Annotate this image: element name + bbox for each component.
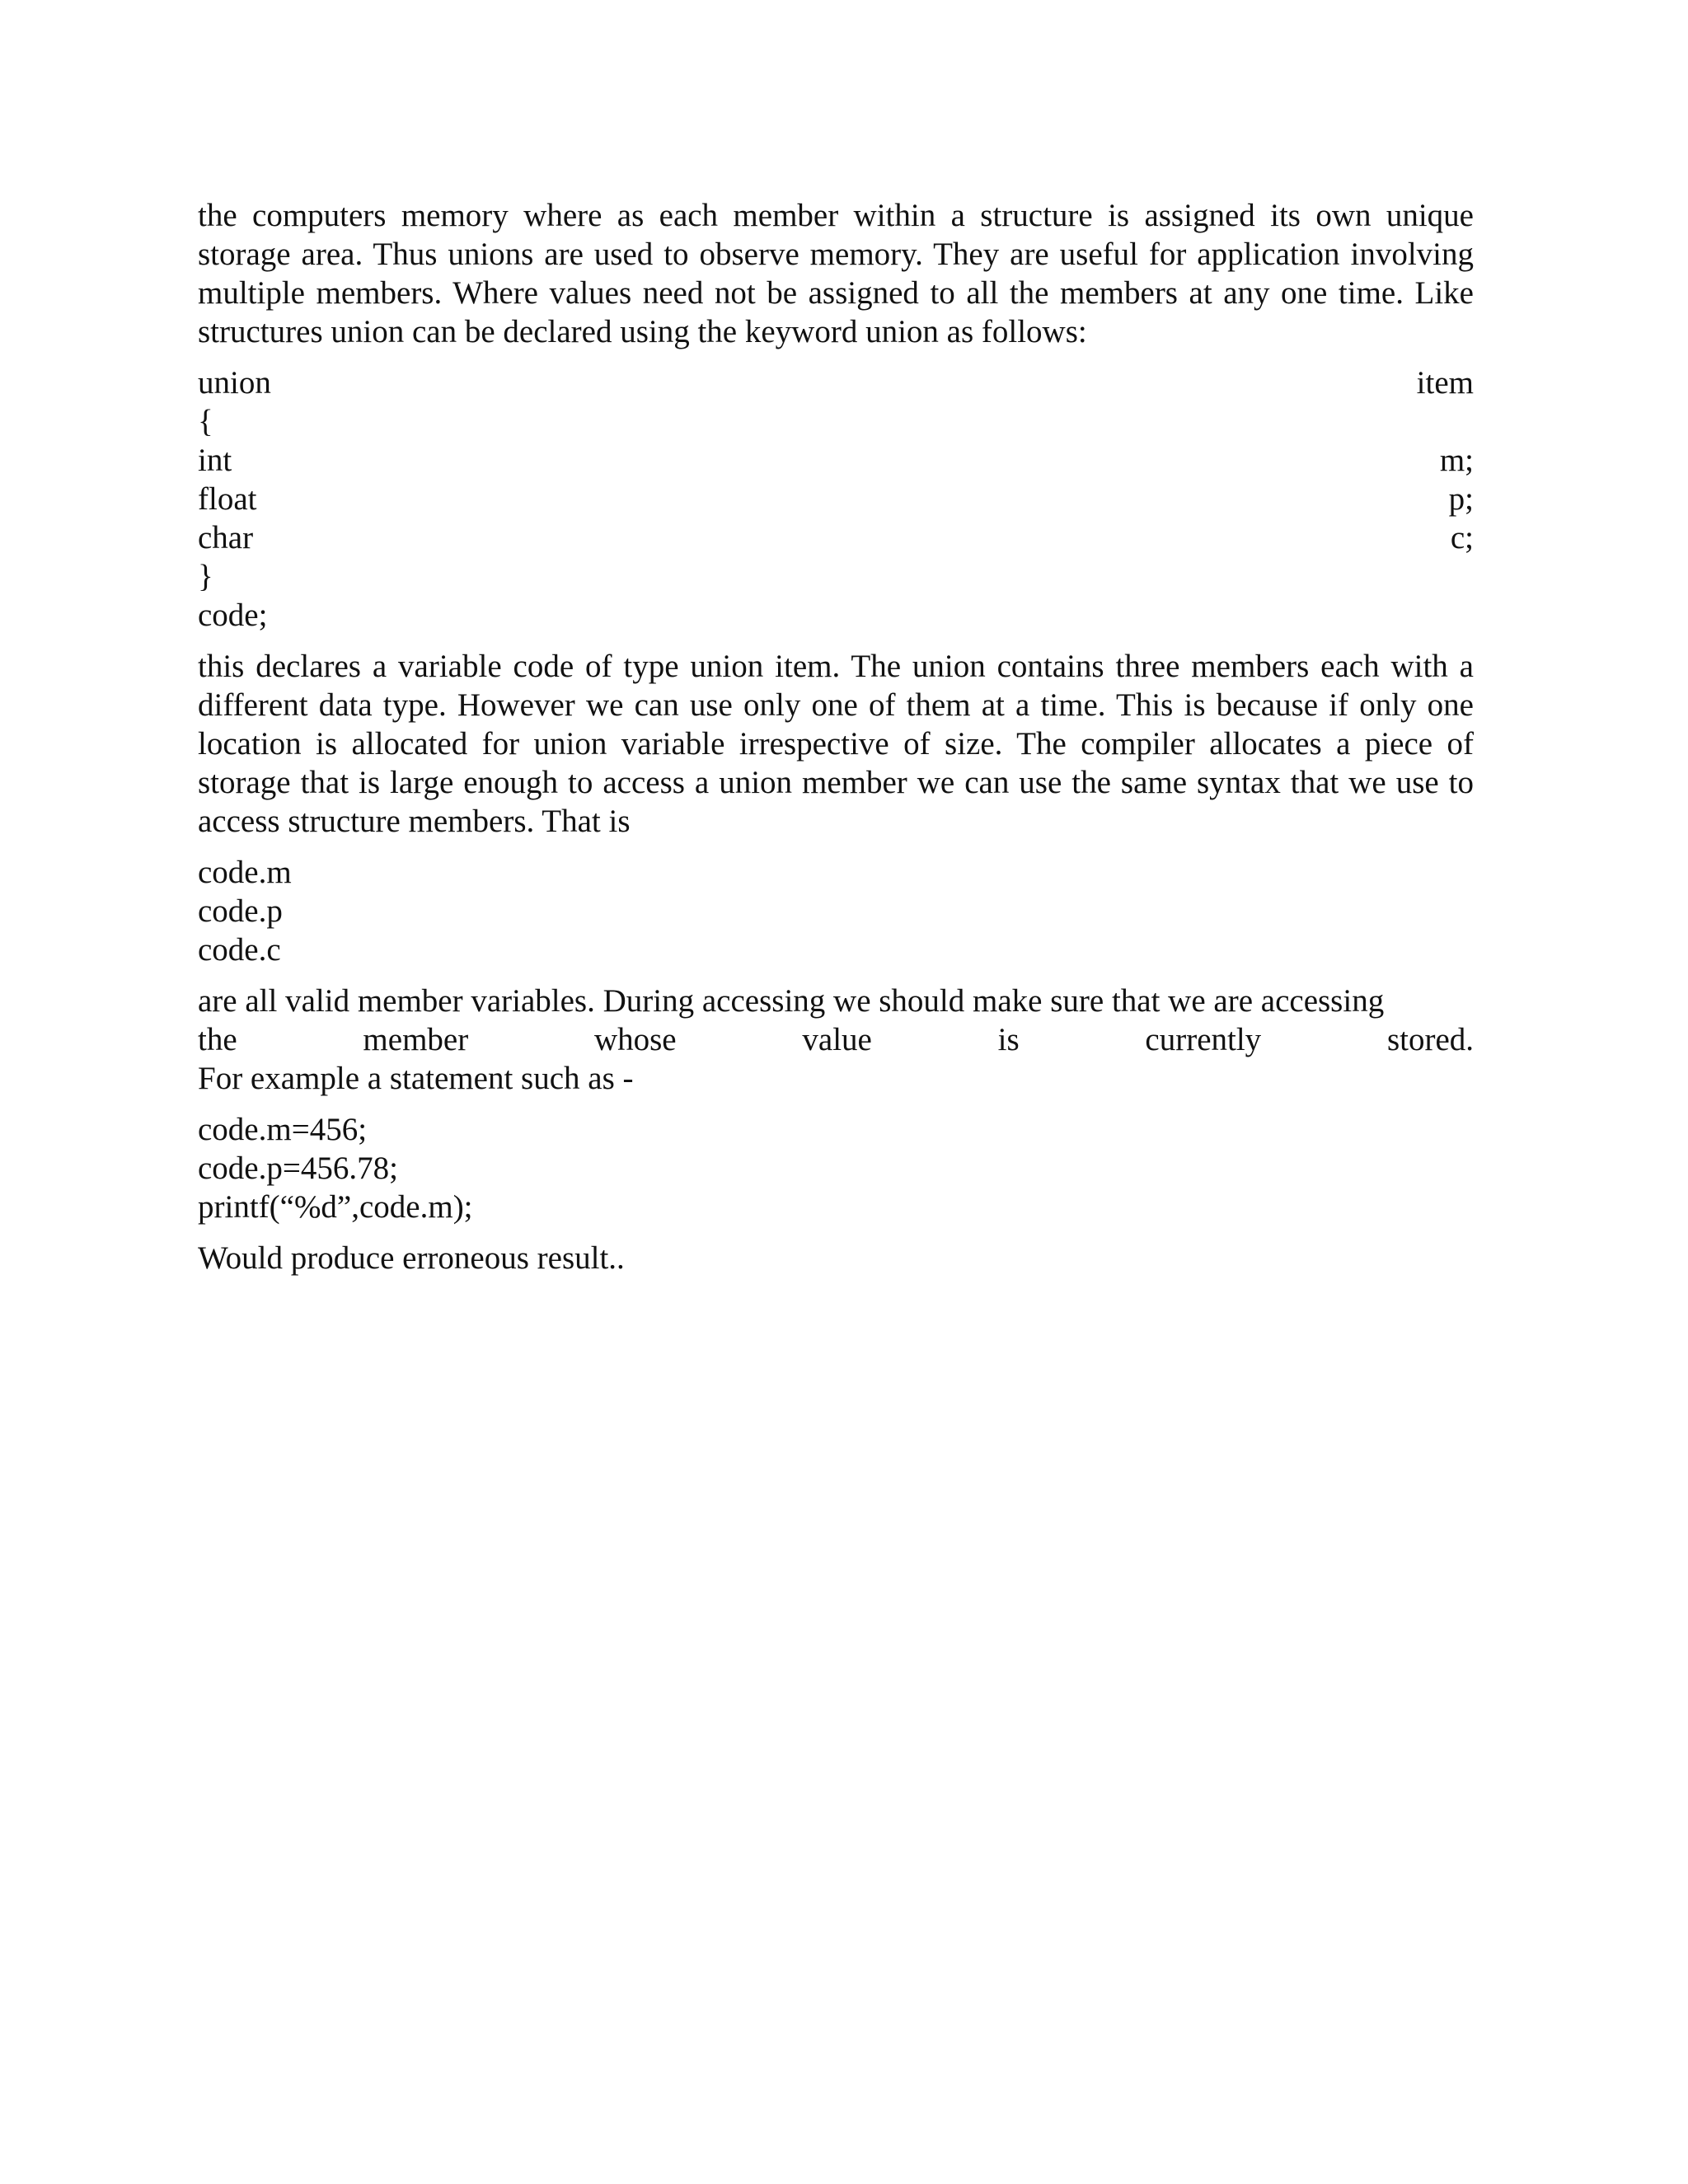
word: stored. xyxy=(1386,1022,1474,1057)
member-p: p; xyxy=(1448,481,1474,517)
member-access-line: code.c xyxy=(198,932,281,968)
declaration-line xyxy=(198,363,1474,402)
example-intro-line: For example a statement such as - xyxy=(198,1061,634,1096)
member-float-line xyxy=(198,480,1474,518)
example-code xyxy=(198,1110,1474,1226)
member-char-line xyxy=(198,518,1474,557)
valid-members-line: are all valid member variables. During accessing we should make sure that we are accessing xyxy=(198,983,1385,1019)
member-access-line: code.m xyxy=(198,855,292,890)
paragraph-union-intro: the computers memory where as each member within a structure is assigned its own unique storage area. Thus unions are used to observe memory. They are useful for application involving multiple members. Where values need not be assigned to all the members at any one time. Like structures union can be declared using the keyword union as follows: xyxy=(198,198,1474,349)
union-declaration xyxy=(198,363,1474,635)
word: member xyxy=(363,1022,469,1057)
document-page xyxy=(198,196,1474,1277)
paragraph-union-explanation: this declares a variable code of type union item. The union contains three members each with a different data type. However we can use only one of them at a time. This is because if only one location is allocated for union variable irrespective of size. The compiler allocates a piece of storage that is large enough to access a union member we can use the same syntax that we use to access structure members. That is xyxy=(198,649,1474,839)
word: is xyxy=(997,1022,1020,1057)
word: the xyxy=(198,1022,237,1057)
closing-sentence: Would produce erroneous result.. xyxy=(198,1240,625,1276)
code-line: printf(“%d”,code.m); xyxy=(198,1189,473,1225)
member-access-line: code.p xyxy=(198,893,283,929)
variable-name-line: code; xyxy=(198,598,268,633)
stored-value-line xyxy=(198,1020,1474,1059)
member-m: m; xyxy=(1439,443,1474,478)
member-int-line xyxy=(198,441,1474,480)
word: whose xyxy=(593,1022,677,1057)
member-access-list xyxy=(198,853,1474,969)
keyword-union: union xyxy=(198,365,271,401)
type-float: float xyxy=(198,481,257,517)
open-brace: { xyxy=(198,404,213,439)
code-line: code.p=456.78; xyxy=(198,1151,398,1186)
paragraph-valid-members xyxy=(198,982,1474,1098)
union-tag: item xyxy=(1416,365,1474,401)
type-char: char xyxy=(198,520,254,555)
code-line: code.m=456; xyxy=(198,1112,368,1147)
word: currently xyxy=(1145,1022,1262,1057)
type-int: int xyxy=(198,443,232,478)
word: value xyxy=(802,1022,872,1057)
close-brace: } xyxy=(198,559,213,594)
member-c: c; xyxy=(1450,520,1474,555)
